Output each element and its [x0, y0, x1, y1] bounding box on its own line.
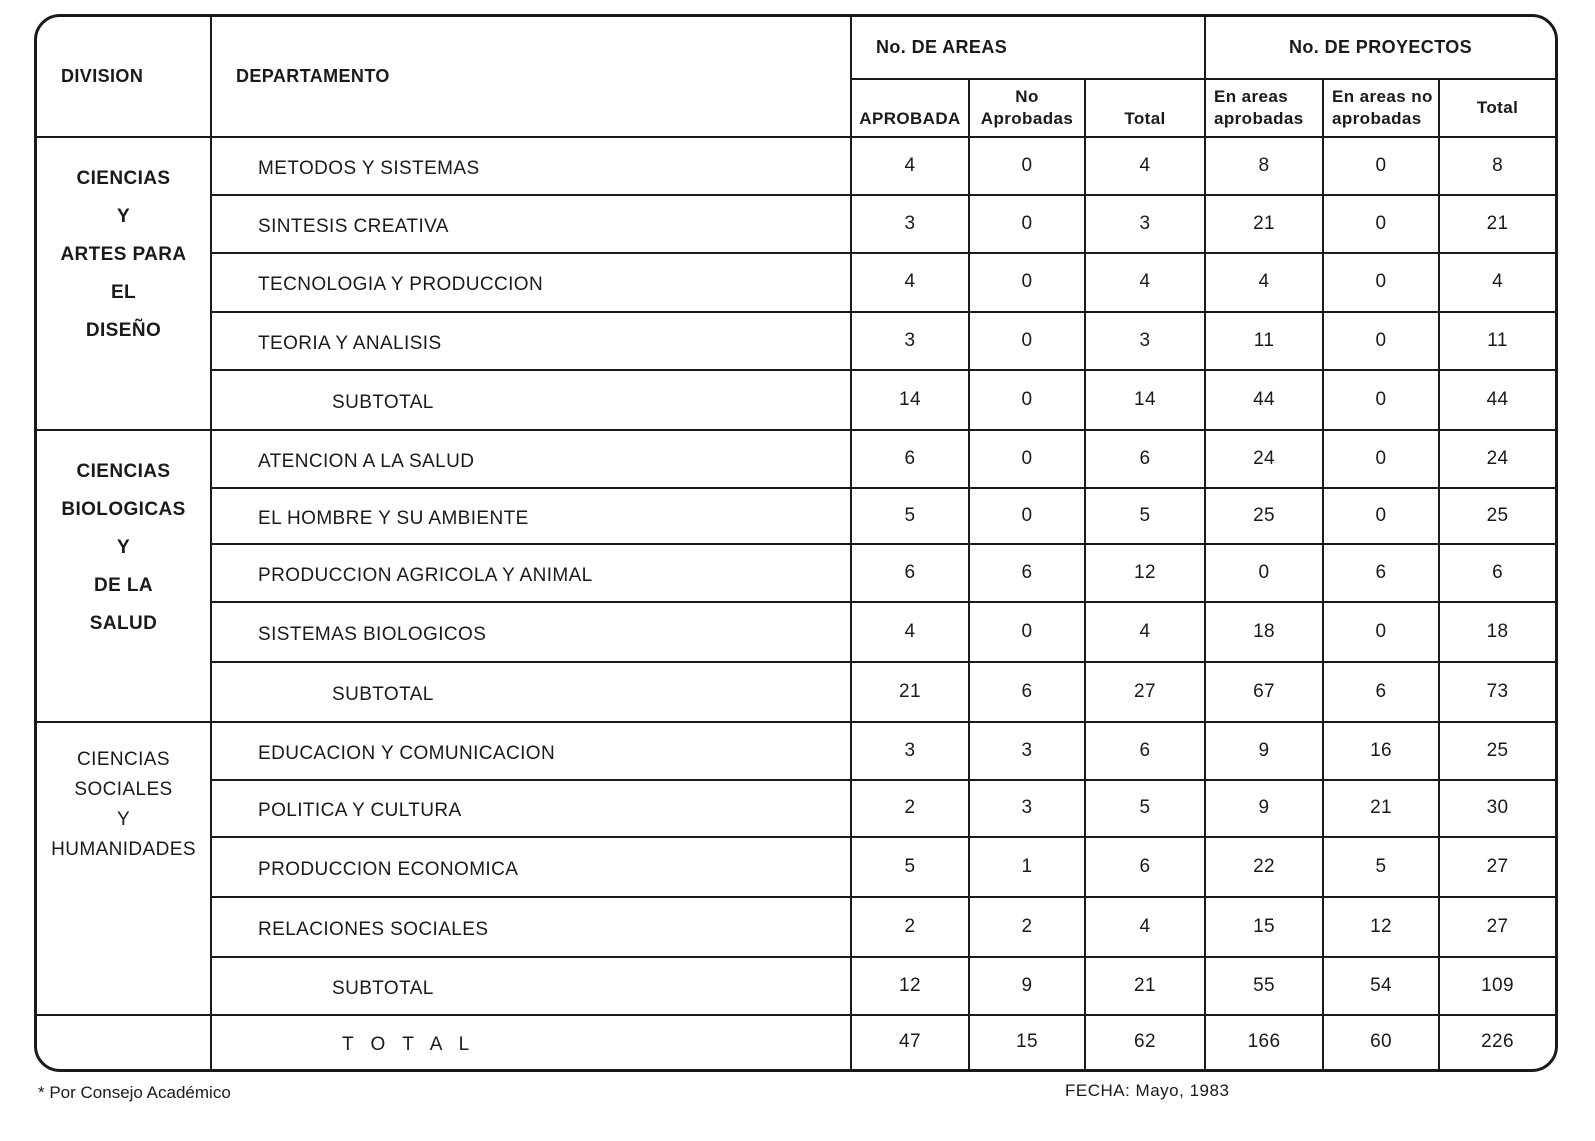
data-table-frame: [34, 14, 1558, 1072]
division-name-line: SALUD: [89, 612, 158, 634]
table-row: [37, 253, 1555, 311]
value-cell: 11: [1439, 312, 1555, 370]
division-cell: [37, 137, 211, 430]
value-cell: 11: [1205, 312, 1323, 370]
value-cell: 4: [1085, 602, 1205, 662]
value-cell: 47: [851, 1015, 969, 1069]
header-areas-no-aprobadas-line1: No: [1015, 87, 1039, 107]
value-cell: 3: [851, 722, 969, 780]
header-departamento: DEPARTAMENTO: [211, 17, 851, 137]
table-row: [37, 312, 1555, 370]
value-cell: 12: [1323, 897, 1439, 957]
value-cell: 9: [1205, 780, 1323, 836]
value-cell: 0: [1323, 370, 1439, 430]
value-cell: 0: [969, 370, 1085, 430]
division-name-line: EL: [110, 282, 137, 304]
table-row: [37, 780, 1555, 836]
value-cell: 12: [1085, 544, 1205, 602]
value-cell: 0: [969, 602, 1085, 662]
total-division-cell: [37, 1015, 211, 1069]
division-name-line: HUMANIDADES: [51, 839, 196, 861]
value-cell: 6: [1323, 662, 1439, 722]
value-cell: 6: [969, 662, 1085, 722]
value-cell: 18: [1439, 602, 1555, 662]
subtotal-row: [37, 662, 1555, 722]
department-name: SINTESIS CREATIVA: [211, 195, 851, 253]
department-name: PRODUCCION AGRICOLA Y ANIMAL: [211, 544, 851, 602]
value-cell: 3: [851, 312, 969, 370]
value-cell: 0: [969, 488, 1085, 544]
total-label: T O T A L: [211, 1015, 851, 1069]
division-name-line: CIENCIAS: [76, 460, 171, 482]
value-cell: 6: [851, 544, 969, 602]
table-row: [37, 488, 1555, 544]
value-cell: 3: [1085, 195, 1205, 253]
value-cell: 27: [1439, 837, 1555, 897]
value-cell: 4: [1085, 897, 1205, 957]
value-cell: 8: [1439, 137, 1555, 195]
value-cell: 0: [1323, 195, 1439, 253]
header-proy-no-aprobadas: [1323, 79, 1439, 137]
value-cell: 3: [969, 722, 1085, 780]
table-row: [37, 430, 1555, 488]
value-cell: 6: [1085, 722, 1205, 780]
value-cell: 3: [969, 780, 1085, 836]
table-row: [37, 137, 1555, 195]
value-cell: 0: [1323, 137, 1439, 195]
value-cell: 9: [1205, 722, 1323, 780]
value-cell: 6: [1439, 544, 1555, 602]
value-cell: 0: [969, 430, 1085, 488]
department-name: ATENCION A LA SALUD: [211, 430, 851, 488]
value-cell: 73: [1439, 662, 1555, 722]
value-cell: 24: [1439, 430, 1555, 488]
table-row: [37, 544, 1555, 602]
value-cell: 4: [1439, 253, 1555, 311]
value-cell: 2: [851, 780, 969, 836]
subtotal-row: [37, 957, 1555, 1015]
table-row: [37, 602, 1555, 662]
value-cell: 27: [1085, 662, 1205, 722]
subtotal-label: SUBTOTAL: [211, 957, 851, 1015]
value-cell: 25: [1439, 488, 1555, 544]
value-cell: 21: [851, 662, 969, 722]
value-cell: 109: [1439, 957, 1555, 1015]
division-name-line: ARTES PARA: [60, 244, 187, 266]
value-cell: 0: [969, 312, 1085, 370]
value-cell: 15: [969, 1015, 1085, 1069]
division-name-line: Y: [116, 809, 131, 831]
value-cell: 6: [1323, 544, 1439, 602]
areas-projects-table: [37, 17, 1555, 1069]
department-name: EL HOMBRE Y SU AMBIENTE: [211, 488, 851, 544]
value-cell: 22: [1205, 837, 1323, 897]
value-cell: 62: [1085, 1015, 1205, 1069]
value-cell: 21: [1205, 195, 1323, 253]
value-cell: 12: [851, 957, 969, 1015]
value-cell: 0: [969, 137, 1085, 195]
value-cell: 14: [1085, 370, 1205, 430]
value-cell: 60: [1323, 1015, 1439, 1069]
header-proy-aprobadas: [1205, 79, 1323, 137]
header-areas-no-aprobadas: [969, 79, 1085, 137]
value-cell: 5: [851, 488, 969, 544]
department-name: EDUCACION Y COMUNICACION: [211, 722, 851, 780]
division-name-line: CIENCIAS: [77, 749, 170, 771]
division-name-line: BIOLOGICAS: [61, 498, 186, 520]
value-cell: 5: [1323, 837, 1439, 897]
value-cell: 0: [1323, 253, 1439, 311]
value-cell: 226: [1439, 1015, 1555, 1069]
value-cell: 30: [1439, 780, 1555, 836]
value-cell: 2: [851, 897, 969, 957]
value-cell: 67: [1205, 662, 1323, 722]
header-proy-aprobadas-line1: En areas: [1214, 87, 1289, 107]
header-proy-total: Total: [1439, 79, 1555, 137]
value-cell: 3: [851, 195, 969, 253]
division-name-line: Y: [116, 536, 131, 558]
value-cell: 21: [1323, 780, 1439, 836]
subtotal-label: SUBTOTAL: [211, 662, 851, 722]
header-proy-aprobadas-line2: aprobadas: [1214, 109, 1304, 129]
division-name-line: DE LA: [94, 574, 153, 596]
value-cell: 3: [1085, 312, 1205, 370]
value-cell: 5: [851, 837, 969, 897]
value-cell: 2: [969, 897, 1085, 957]
header-areas-group: No. DE AREAS: [851, 17, 1205, 79]
value-cell: 1: [969, 837, 1085, 897]
table-row: [37, 722, 1555, 780]
value-cell: 0: [1323, 312, 1439, 370]
table-row: [37, 897, 1555, 957]
header-proyectos-group: No. DE PROYECTOS: [1205, 17, 1555, 79]
table-row: [37, 195, 1555, 253]
value-cell: 15: [1205, 897, 1323, 957]
value-cell: 6: [851, 430, 969, 488]
value-cell: 0: [1205, 544, 1323, 602]
department-name: TECNOLOGIA Y PRODUCCION: [211, 253, 851, 311]
value-cell: 21: [1085, 957, 1205, 1015]
department-name: METODOS Y SISTEMAS: [211, 137, 851, 195]
value-cell: 6: [1085, 430, 1205, 488]
value-cell: 4: [1085, 253, 1205, 311]
department-name: TEORIA Y ANALISIS: [211, 312, 851, 370]
value-cell: 6: [1085, 837, 1205, 897]
subtotal-row: [37, 370, 1555, 430]
value-cell: 4: [851, 602, 969, 662]
value-cell: 0: [1323, 430, 1439, 488]
table-row: [37, 837, 1555, 897]
value-cell: 4: [851, 137, 969, 195]
header-areas-aprobada: APROBADA: [851, 79, 969, 137]
total-row: [37, 1015, 1555, 1069]
division-name-line: CIENCIAS: [76, 168, 171, 190]
division-name-line: SOCIALES: [74, 779, 173, 801]
value-cell: 16: [1323, 722, 1439, 780]
header-division: DIVISION: [37, 17, 211, 137]
value-cell: 55: [1205, 957, 1323, 1015]
value-cell: 4: [1205, 253, 1323, 311]
value-cell: 6: [969, 544, 1085, 602]
value-cell: 9: [969, 957, 1085, 1015]
value-cell: 54: [1323, 957, 1439, 1015]
value-cell: 14: [851, 370, 969, 430]
department-name: SISTEMAS BIOLOGICOS: [211, 602, 851, 662]
value-cell: 25: [1439, 722, 1555, 780]
value-cell: 0: [969, 253, 1085, 311]
division-cell: [37, 722, 211, 1015]
value-cell: 24: [1205, 430, 1323, 488]
header-areas-no-aprobadas-line2: Aprobadas: [980, 109, 1074, 129]
value-cell: 0: [1323, 602, 1439, 662]
header-proy-no-aprobadas-line2: aprobadas: [1332, 109, 1422, 129]
department-name: PRODUCCION ECONOMICA: [211, 837, 851, 897]
value-cell: 18: [1205, 602, 1323, 662]
value-cell: 44: [1439, 370, 1555, 430]
value-cell: 5: [1085, 780, 1205, 836]
value-cell: 4: [1085, 137, 1205, 195]
value-cell: 44: [1205, 370, 1323, 430]
value-cell: 21: [1439, 195, 1555, 253]
header-areas-total: Total: [1085, 79, 1205, 137]
date-note: FECHA: Mayo, 1983: [1065, 1081, 1230, 1100]
value-cell: 0: [969, 195, 1085, 253]
footnote: * Por Consejo Académico: [38, 1083, 231, 1102]
division-name-line: DISEÑO: [85, 320, 162, 342]
department-name: POLITICA Y CULTURA: [211, 780, 851, 836]
value-cell: 4: [851, 253, 969, 311]
value-cell: 8: [1205, 137, 1323, 195]
subtotal-label: SUBTOTAL: [211, 370, 851, 430]
value-cell: 25: [1205, 488, 1323, 544]
value-cell: 27: [1439, 897, 1555, 957]
value-cell: 5: [1085, 488, 1205, 544]
value-cell: 0: [1323, 488, 1439, 544]
value-cell: 166: [1205, 1015, 1323, 1069]
division-name-line: Y: [116, 206, 131, 228]
header-proy-no-aprobadas-line1: En areas no: [1332, 87, 1433, 107]
department-name: RELACIONES SOCIALES: [211, 897, 851, 957]
division-cell: [37, 430, 211, 723]
